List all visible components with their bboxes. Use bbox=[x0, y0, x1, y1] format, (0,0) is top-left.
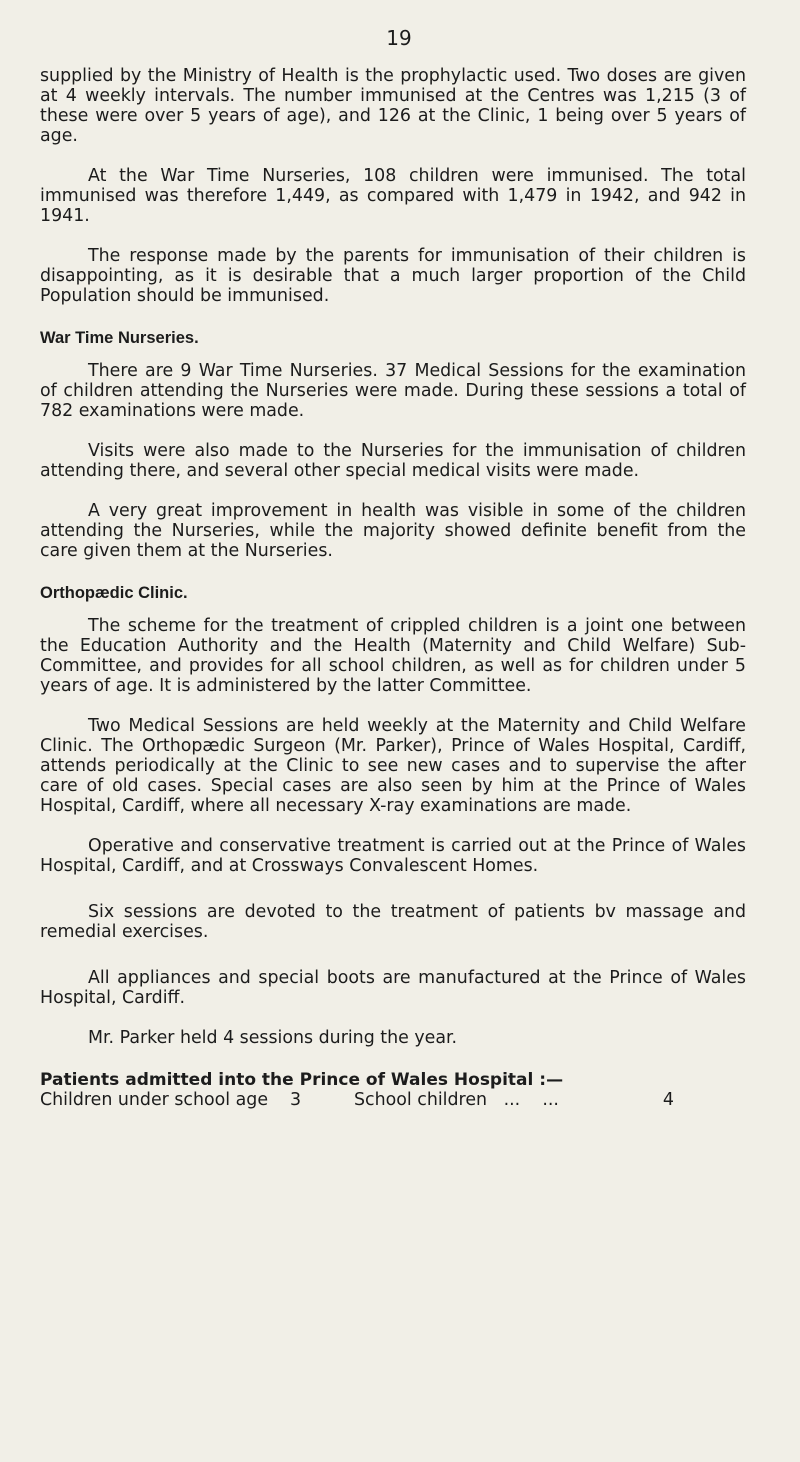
paragraph-immunisation-intro: supplied by the Ministry of Health is the prophylactic used. Two doses are given at 4 weekly intervals. The number immunised at the Centres was 1,215 (3 of these were over 5 years of age), and 126 at the Clinic, 1 being over 5 years of age. bbox=[40, 66, 746, 146]
paragraph-orthopaedic-treatment: Operative and conservative treatment is carried out at the Prince of Wales Hospital, Cardiff, and at Crossways Convalescent Homes. bbox=[40, 836, 746, 876]
heading-orthopaedic-clinic: Orthopædic Clinic. bbox=[40, 584, 188, 602]
label-school-children-text: School children bbox=[354, 1090, 488, 1110]
label-school-children bbox=[354, 1090, 614, 1110]
paragraph-war-time-total: At the War Time Nurseries, 108 children were immunised. The total immunised was therefore 1,449, as compared with 1,479 in 1942, and 942 in 1941. bbox=[40, 166, 746, 226]
paragraph-orthopaedic-massage: Six sessions are devoted to the treatment of patients bv massage and remedial exercises. bbox=[40, 902, 746, 942]
patients-admitted-heading: Patients admitted into the Prince of Wales Hospital :— bbox=[40, 1070, 564, 1090]
leader-dots: ... ... bbox=[487, 1090, 559, 1110]
paragraph-war-time-improvement: A very great improvement in health was visible in some of the children attending the Nurseries, while the majority showed definite benefit from the care given them at the Nurseries. bbox=[40, 501, 746, 561]
heading-war-time-nurseries: War Time Nurseries. bbox=[40, 329, 199, 347]
label-under-school-age: Children under school age bbox=[40, 1090, 269, 1110]
value-under-school-age: 3 bbox=[290, 1090, 302, 1110]
paragraph-war-time-sessions: There are 9 War Time Nurseries. 37 Medical Sessions for the examination of children attending the Nurseries were made. During these sessions a total of 782 examinations were made. bbox=[40, 361, 746, 421]
paragraph-orthopaedic-parker: Mr. Parker held 4 sessions during the year. bbox=[88, 1028, 458, 1048]
paragraph-orthopaedic-appliances: All appliances and special boots are manufactured at the Prince of Wales Hospital, Cardiff. bbox=[40, 968, 746, 1008]
paragraph-orthopaedic-sessions: Two Medical Sessions are held weekly at the Maternity and Child Welfare Clinic. The Orthopædic Surgeon (Mr. Parker), Prince of Wales Hospital, Cardiff, attends periodically at the Clinic to see new cases and to supervise the after care of old cases. Special cases are also seen by him at the Prince of Wales Hospital, Cardiff, where all necessary X-ray examinations are made. bbox=[40, 716, 746, 816]
paragraph-war-time-visits: Visits were also made to the Nurseries for the immunisation of children attending there, and several other special medical visits were made. bbox=[40, 441, 746, 481]
page-number: 19 bbox=[386, 26, 412, 50]
paragraph-parent-response: The response made by the parents for immunisation of their children is disappointing, as it is desirable that a much larger proportion of the Child Population should be immunised. bbox=[40, 246, 746, 306]
document-page bbox=[40, 28, 746, 1110]
paragraph-orthopaedic-scheme: The scheme for the treatment of crippled children is a joint one between the Education Authority and the Health (Maternity and Child Welfare) Sub-Committee, and provides for all school children, as well as for children under 5 years of age. It is administered by the latter Committee. bbox=[40, 616, 746, 696]
patients-admitted-row bbox=[40, 1090, 746, 1110]
value-school-children: 4 bbox=[662, 1090, 674, 1110]
